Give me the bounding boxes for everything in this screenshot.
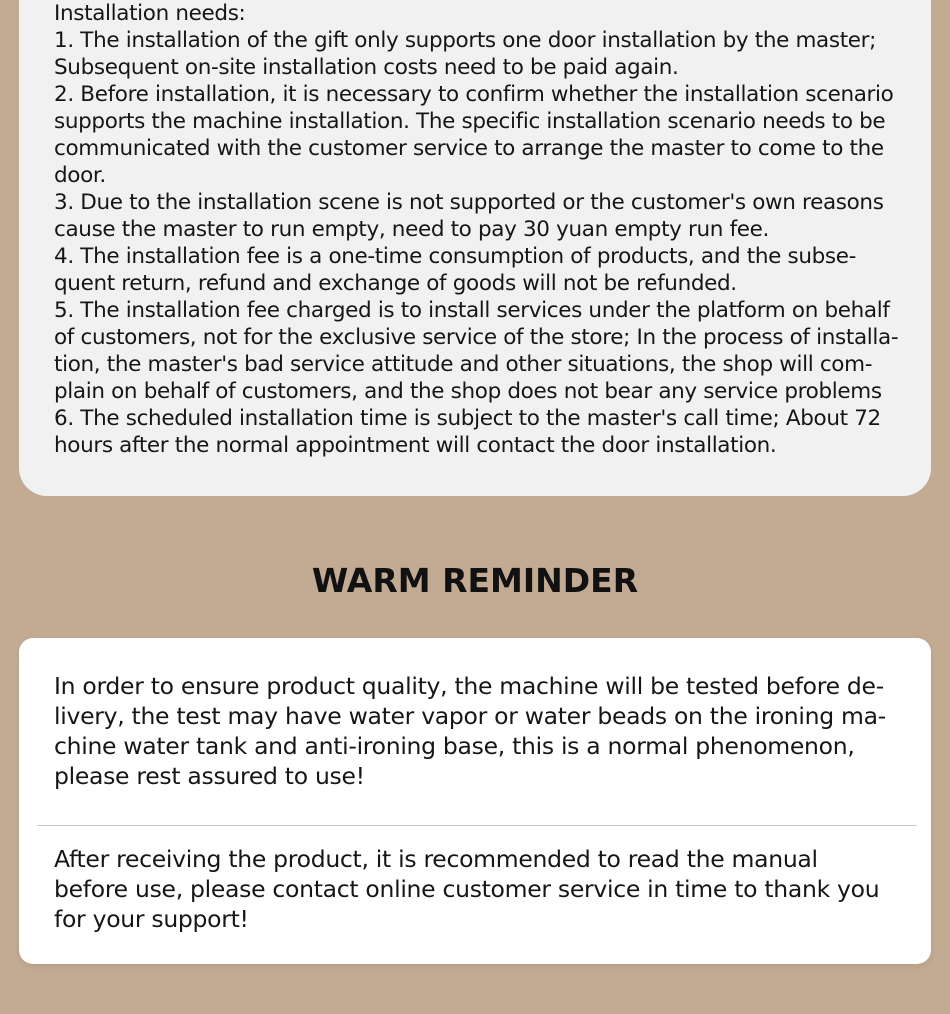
installation-item-5: 5. The installation fee charged is to install services under the platform on behalf of customers, not for the exclusive service of the store; In the process of installa-tion, the master's bad service attitude and other situations, the shop will com-plain on behalf of customers, and the shop does not bear any service problems — [54, 298, 899, 404]
reminder-paragraph-manual: After receiving the product, it is recommended to read the manual before use, please contact online customer service in time to thank you for your support! — [54, 845, 880, 933]
installation-notes — [54, 0, 916, 459]
installation-item-4: 4. The installation fee is a one-time consumption of products, and the subse-quent return, refund and exchange of goods will not be refunded. — [54, 244, 857, 296]
reminder-card — [19, 638, 931, 964]
installation-item-1: 1. The installation of the gift only supports one door installation by the master; Subsequent on-site installation costs need to be paid again. — [54, 28, 877, 80]
installation-item-6: 6. The scheduled installation time is subject to the master's call time; About 72 hours after the normal appointment will contact the door installation. — [54, 406, 881, 458]
installation-item-3: 3. Due to the installation scene is not supported or the customer's own reasons cause the master to run empty, need to pay 30 yuan empty run fee. — [54, 190, 884, 242]
warm-reminder-heading: WARM REMINDER — [311, 561, 639, 600]
installation-item-2: 2. Before installation, it is necessary to confirm whether the installation scenario supports the machine installation. The specific installation scenario needs to be communicated with the customer service to arrange the master to come to the door. — [54, 82, 894, 188]
reminder-divider — [37, 825, 917, 826]
reminder-paragraph-quality: In order to ensure product quality, the machine will be tested before de-livery, the test may have water vapor or water beads on the ironing ma-chine water tank and anti-ironing base, this is a normal phenomenon, please rest assured to use! — [54, 672, 886, 790]
installation-title: Installation needs: — [54, 1, 246, 26]
